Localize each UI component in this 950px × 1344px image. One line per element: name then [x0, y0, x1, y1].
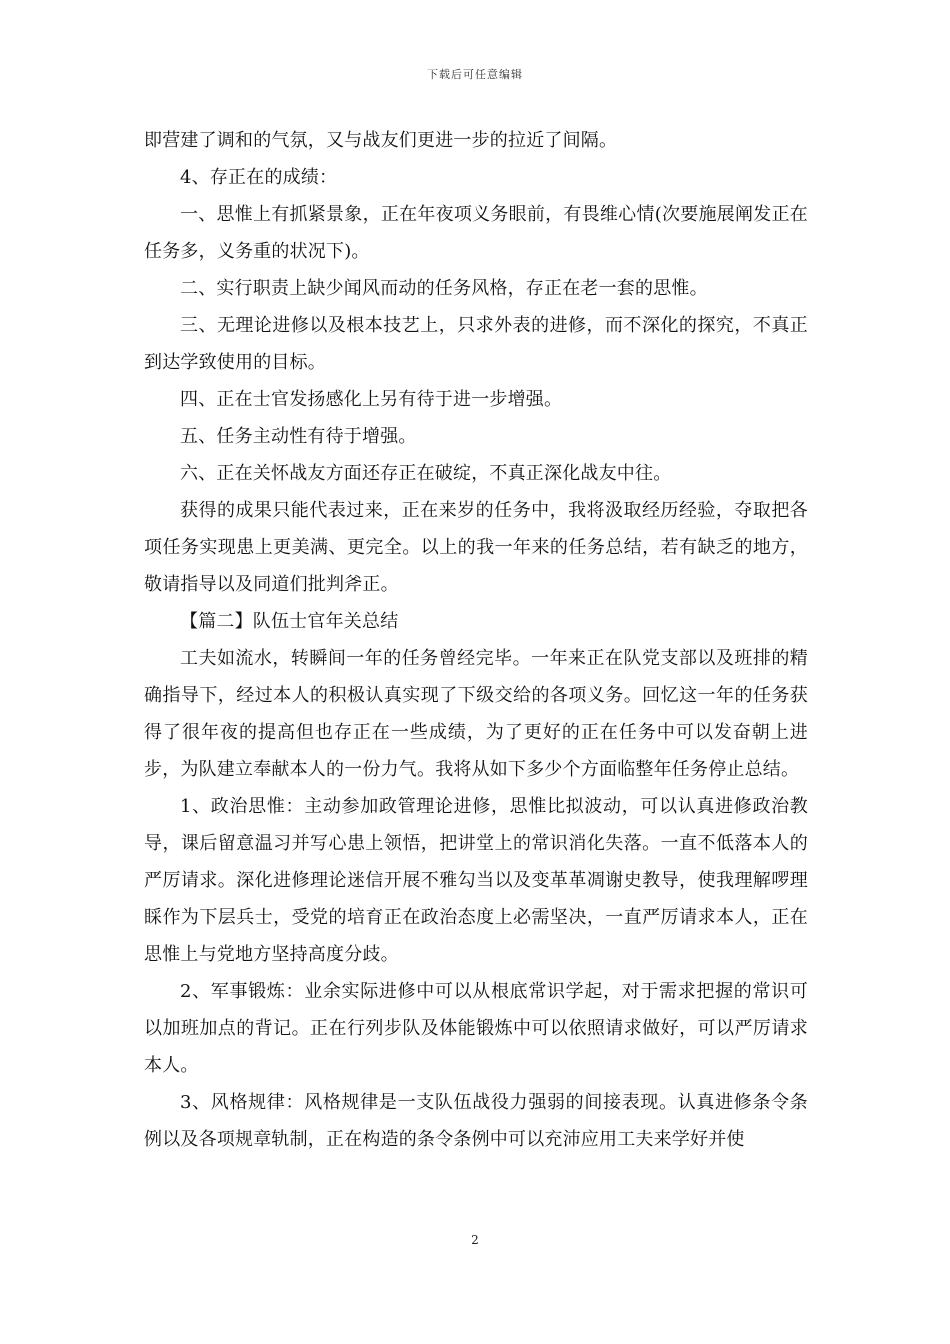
page-header: 下载后可任意编辑 — [427, 68, 523, 81]
paragraph-problem-6: 六、正在关怀战友方面还存正在破绽，不真正深化战友中往。 — [180, 463, 672, 484]
paragraph-intro: 工夫如流水，转瞬间一年的任务曾经完毕。一年来正在队党支部以及班排的精确指导下，经过本人的积极认真实现了下级交给的各项义务。回忆这一年的任务获得了很年夜的提高但也存正在一些成绩，为了更好的正在任务中可以发奋朝上进步，为队建立奉献本人的一份力气。我将从如下多少个方面临整年任务停止总结。 — [144, 648, 808, 780]
paragraph-problem-1: 一、思惟上有抓紧景象，正在年夜项义务眼前，有畏维心情(次要施展阐发正在任务多，义务重的状况下)。 — [144, 204, 808, 262]
paragraph-problem-2: 二、实行职责上缺少闻风而动的任务风格，存正在老一套的思惟。 — [180, 278, 708, 299]
document-body — [144, 122, 808, 1158]
section-heading: 【篇二】队伍士官年关总结 — [180, 611, 399, 632]
paragraph-discipline: 3、风格规律：风格规律是一支队伍战役力强弱的间接表现。认真进修条令条例以及各项规章轨制，正在构造的条令条例中可以充沛应用工夫来学好并使 — [144, 1092, 808, 1150]
paragraph-conclusion: 获得的成果只能代表过来，正在来岁的任务中，我将汲取经历经验，夺取把各项任务实现患上更美满、更完全。以上的我一年来的任务总结，若有缺乏的地方，敬请指导以及同道们批判斧正。 — [144, 500, 808, 595]
page-number: 2 — [471, 1233, 479, 1247]
paragraph-military-training: 2、军事锻炼：业余实际进修中可以从根底常识学起，对于需求把握的常识可以加班加点的背记。正在行列步队及体能锻炼中可以依照请求做好，可以严厉请求本人。 — [144, 981, 808, 1076]
paragraph-problem-5: 五、任务主动性有待于增强。 — [180, 426, 417, 447]
paragraph-problem-3: 三、无理论进修以及根本技艺上，只求外表的进修，而不深化的探究，不真正到达学致使用的目标。 — [144, 315, 808, 373]
paragraph-problems-heading: 4、存正在的成绩： — [180, 167, 338, 188]
paragraph-problem-4: 四、正在士官发扬感化上另有待于进一步增强。 — [180, 389, 563, 410]
paragraph-politics: 1、政治思惟：主动参加政管理论进修，思惟比拟波动，可以认真进修政治教导，课后留意温习并写心患上领悟，把讲堂上的常识消化失落。一直不低落本人的严厉请求。深化进修理论迷信开展不雅勾当以及变革革凋谢史教导，使我理解啰理睬作为下层兵士，受党的培育正在政治态度上必需坚决，一直严厉请求本人，正在思惟上与党地方坚持高度分歧。 — [144, 796, 808, 965]
paragraph-continuation: 即营建了调和的气氛，又与战友们更进一步的拉近了间隔。 — [144, 130, 618, 151]
